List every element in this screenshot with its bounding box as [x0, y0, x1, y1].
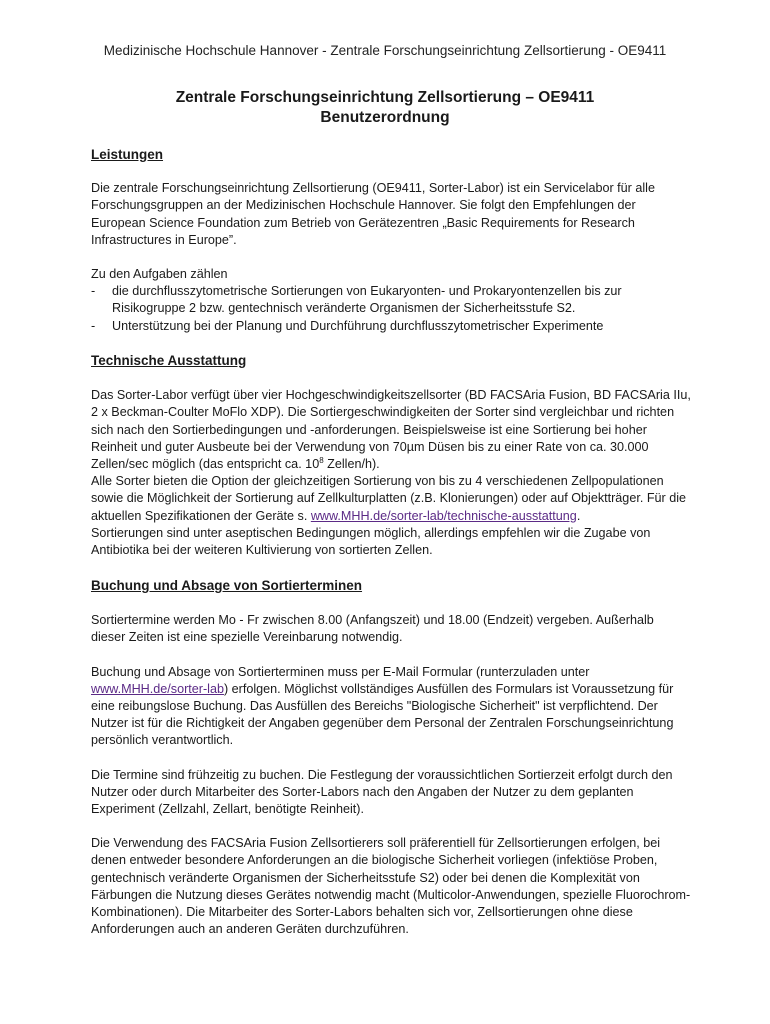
document-title	[0, 88, 770, 128]
buchung-paragraph-3: Die Termine sind frühzeitig zu buchen. Die Festlegung der voraussichtlichen Sortierzeit erfolgt durch den Nutzer oder durch Mitarbeiter des Sorter-Labors nach den Angaben der Nutzer zu dem geplanten Experiment (Zellzahl, Zellart, benötigte Reinheit).	[91, 767, 673, 817]
ausstattung-paragraph-2	[91, 473, 691, 525]
buchung-p2-text: Buchung und Absage von Sortierterminen muss per E-Mail Formular (runterzuladen unter	[91, 664, 590, 679]
list-item: - die durchflusszytometrische Sortierungen von Eukaryonten- und Prokaryontenzellen bis zur Risikogruppe 2 bzw. gentechnisch veränderte Organismen der Sicherheitsstufe S2.	[91, 283, 691, 317]
section-buchung	[91, 577, 691, 938]
ausstattung-paragraph-1	[91, 387, 691, 473]
ausstattung-p1-text: Das Sorter-Labor verfügt über vier Hochgeschwindigkeitszellsorter (BD FACSAria Fusion, BD FACSAria IIu, 2 x Beckman-Coulter MoFlo XDP). Die Sortiergeschwindigkeiten der Sorter sind vergleichbar und richten sich nach den Sortierbedingungen und -anforderungen. Beispielsweise ist eine Sortierung bei hoher Reinheit und guter Ausbeute bei der Verwendung von 70µm Düsen bis zu einer Rate von ca. 30.000 Zellen/sec möglich (das entspricht ca. 10	[91, 388, 691, 472]
section-heading-leistungen: Leistungen	[91, 147, 164, 162]
title-line-1: Zentrale Forschungseinrichtung Zellsortierung – OE9411	[175, 89, 595, 106]
buchung-paragraph-4: Die Verwendung des FACSAria Fusion Zellsortierers soll präferentiell für Zellsortierungen erfolgen, bei denen entweder besondere Anforderungen an die biologische Sicherheit vorliegen (infektiöse Proben, gentechnisch veränderte Organismen der Sicherheitsstufe S2) oder bei denen die Komplexität von Färbungen die Nutzung dieses Gerätes notwendig macht (Multicolor-Anwendungen, spezielle Fluorochrom-Kombinationen). Die Mitarbeiter des Sorter-Labors behalten sich vor, Zellsortierungen ohne diese Anforderungen auch an anderen Geräten durchzuführen.	[91, 836, 691, 937]
leistungen-intro: Die zentrale Forschungseinrichtung Zellsortierung (OE9411, Sorter-Labor) ist ein Servicelabor für alle Forschungsgruppen an der Medizinischen Hochschule Hannover. Sie folgt den Empfehlungen der European Science Foundation zum Betrieb von Gerätezentren „Basic Requirements for Research Infrastructures in Europe”.	[91, 181, 655, 247]
section-leistungen	[91, 146, 691, 335]
title-line-2: Benutzerordnung	[320, 109, 450, 126]
section-heading-ausstattung: Technische Ausstattung	[91, 353, 247, 368]
sorter-lab-link[interactable]: www.MHH.de/sorter-lab	[91, 681, 224, 696]
buchung-paragraph-2	[91, 664, 691, 750]
section-ausstattung	[91, 352, 691, 559]
ausstattung-p2-tail: .	[576, 508, 581, 523]
tasks-label: Zu den Aufgaben zählen	[91, 267, 228, 282]
tasks-list	[91, 283, 691, 335]
ausstattung-p1-tail: Zellen/h).	[323, 457, 380, 472]
ausstattung-paragraph-3: Sortierungen sind unter aseptischen Bedingungen möglich, allerdings empfehlen wir die Zugabe von Antibiotika bei der weiteren Kultivierung von sortierten Zellen.	[91, 525, 651, 558]
technische-ausstattung-link[interactable]: www.MHH.de/sorter-lab/technische-ausstattung	[310, 508, 577, 523]
buchung-p2-tail: ) erfolgen. Möglichst vollständiges Ausfüllen des Formulars ist Voraussetzung für eine reibungslose Buchung. Das Ausfüllen des Bereichs "Biologische Sicherheit" ist verpflichtend. Der Nutzer ist für die Richtigkeit der Angaben gegenüber dem Personal der Zentralen Forschungseinrichtung persönlich verantwortlich.	[91, 681, 674, 748]
running-header: Medizinische Hochschule Hannover - Zentrale Forschungseinrichtung Zellsortierung - OE9411	[103, 43, 667, 58]
list-item: - Unterstützung bei der Planung und Durchführung durchflusszytometrischer Experimente	[91, 318, 691, 335]
ausstattung-p2-text: Alle Sorter bieten die Option der gleichzeitigen Sortierung von bis zu 4 verschiedenen Zellpopulationen sowie die Möglichkeit der Sortierung auf Zellkulturplatten (z.B. Klonierungen) oder auf Objektträger. Für die aktuellen Spezifikationen der Geräte s.	[91, 474, 687, 523]
superscript-exponent: 8	[319, 455, 324, 465]
section-heading-buchung: Buchung und Absage von Sortierterminen	[91, 578, 363, 593]
buchung-paragraph-1: Sortiertermine werden Mo - Fr zwischen 8.00 (Anfangszeit) und 18.00 (Endzeit) vergeben. Außerhalb dieser Zeiten ist eine spezielle Vereinbarung notwendig.	[91, 613, 654, 645]
